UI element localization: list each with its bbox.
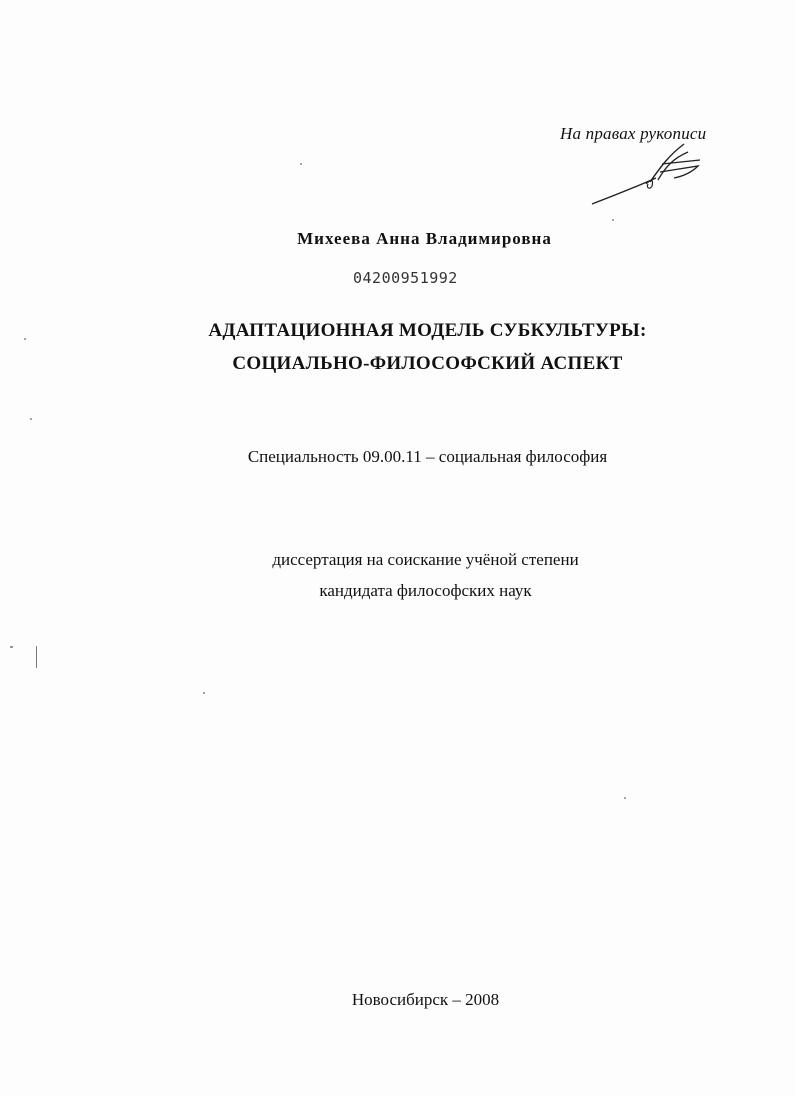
title-line-1: АДАПТАЦИОННАЯ МОДЕЛЬ СУБКУЛЬТУРЫ: xyxy=(208,320,647,341)
scan-speck xyxy=(300,163,302,165)
scan-speck xyxy=(30,418,32,420)
scan-speck xyxy=(24,338,26,340)
scan-speck xyxy=(624,797,626,799)
title-line-2: СОЦИАЛЬНО-ФИЛОСОФСКИЙ АСПЕКТ xyxy=(232,353,623,374)
specialty: Специальность 09.00.11 – социальная философия xyxy=(247,447,608,466)
degree-line-1: диссертация на соискание учёной степени xyxy=(272,550,579,569)
registration-number: 04200951992 xyxy=(353,269,458,287)
place-year: Новосибирск – 2008 xyxy=(351,990,500,1009)
degree-line-2: кандидата философских наук xyxy=(319,581,532,600)
scan-speck xyxy=(612,219,614,221)
manuscript-note: На правах рукописи xyxy=(560,124,707,143)
scan-speck xyxy=(203,692,205,694)
signature-icon xyxy=(588,138,718,210)
author-name: Михеева Анна Владимировна xyxy=(297,229,552,248)
scan-speck xyxy=(10,646,13,648)
scan-speck xyxy=(36,646,37,668)
